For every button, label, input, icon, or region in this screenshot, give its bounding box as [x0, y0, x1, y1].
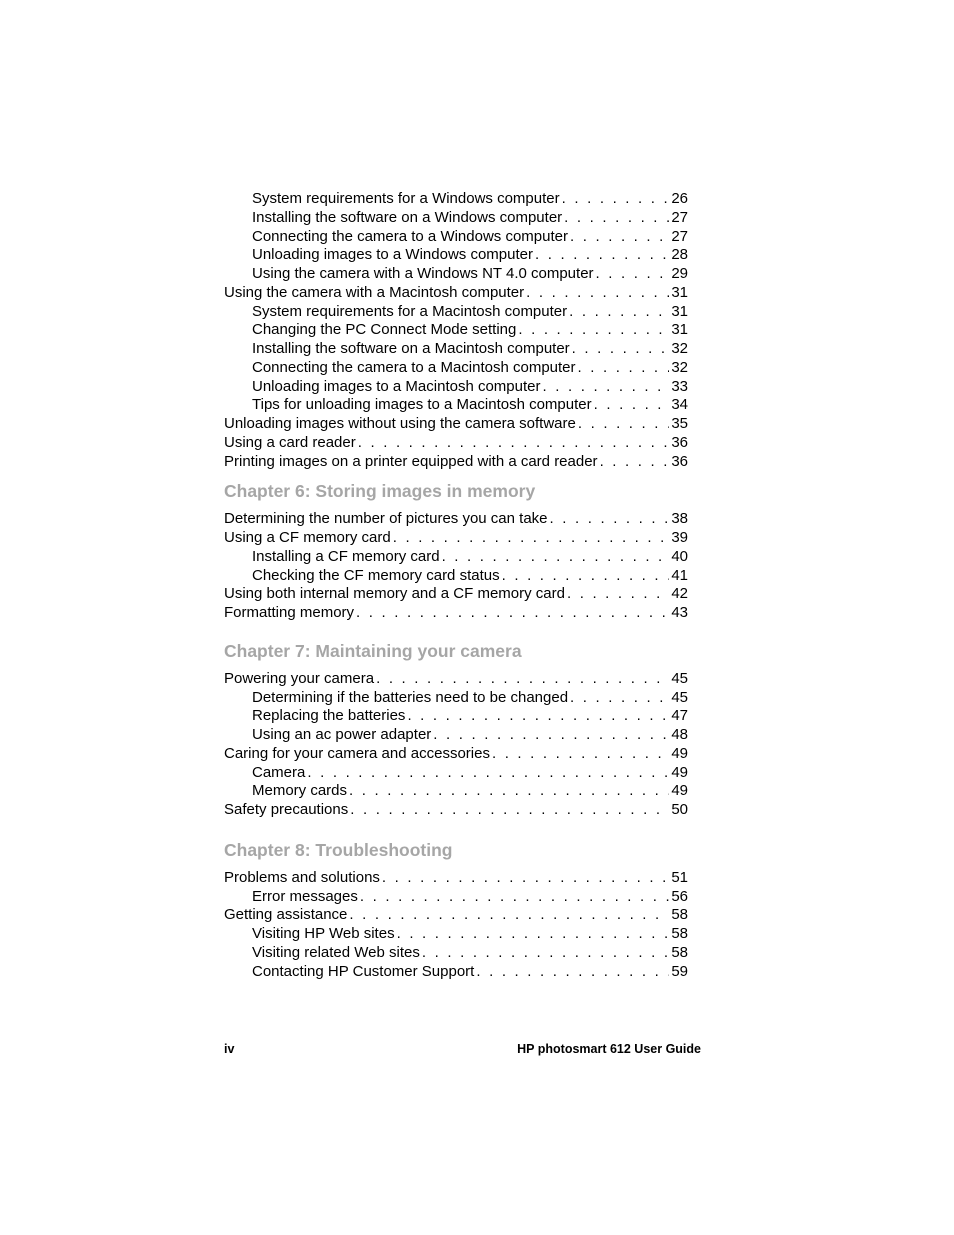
dot-leader	[502, 567, 670, 586]
dot-leader	[350, 801, 669, 820]
toc-entry-label: Printing images on a printer equipped with a card reader	[224, 452, 598, 470]
toc-entry[interactable]	[224, 396, 688, 415]
toc-entry[interactable]	[224, 567, 688, 586]
toc-entry-label: Checking the CF memory card status	[252, 566, 500, 584]
toc-entry[interactable]	[224, 510, 688, 529]
dot-leader	[433, 726, 669, 745]
toc-entry[interactable]	[224, 246, 688, 265]
toc-entry-page-number: 58	[671, 925, 688, 942]
dot-leader	[358, 434, 670, 453]
dot-leader	[543, 378, 670, 397]
toc-entry[interactable]	[224, 906, 688, 925]
toc-entry-page-number: 33	[671, 377, 688, 395]
toc-entry-label: Powering your camera	[224, 669, 375, 687]
toc-entry[interactable]	[224, 801, 688, 820]
toc-entry[interactable]	[224, 707, 688, 726]
toc-entry-page-number: 58	[671, 943, 688, 961]
footer-document-title: HP photosmart 612 User Guide	[517, 1042, 701, 1056]
toc-entry[interactable]	[224, 764, 688, 783]
toc-entry-page-number: 34	[671, 396, 688, 414]
toc-entry[interactable]	[224, 415, 688, 434]
toc-entry-page-number: 47	[671, 707, 688, 725]
page-footer	[224, 1040, 701, 1058]
toc-entry-page-number: 49	[671, 763, 688, 781]
toc-entry[interactable]	[224, 726, 688, 745]
toc-entry-label: Memory cards	[252, 782, 348, 800]
toc-entry-page-number: 40	[671, 547, 688, 565]
dot-leader	[376, 670, 669, 689]
toc-entry-page-number: 27	[671, 208, 688, 226]
toc-entry[interactable]	[224, 284, 688, 303]
toc-entry-page-number: 58	[671, 906, 688, 924]
toc-entry-page-number: 59	[671, 962, 688, 980]
toc-entry-page-number: 45	[671, 669, 688, 687]
dot-leader	[476, 963, 669, 982]
toc-entry-label: Visiting HP Web sites	[252, 925, 395, 942]
dot-leader	[393, 529, 670, 548]
toc-section	[224, 640, 688, 820]
dot-leader	[526, 284, 669, 303]
toc-entry-label: System requirements for a Macintosh computer	[252, 302, 568, 320]
toc-entry[interactable]	[224, 359, 688, 378]
toc-entry[interactable]	[224, 228, 688, 247]
toc-entry[interactable]	[224, 209, 688, 228]
toc-entry-label: Unloading images to a Windows computer	[252, 246, 533, 264]
footer-page-number: iv	[224, 1042, 235, 1056]
dot-leader	[600, 453, 670, 472]
toc-entry[interactable]	[224, 869, 688, 888]
dot-leader	[596, 265, 670, 284]
toc-entry-page-number: 56	[671, 887, 688, 905]
toc-entry-page-number: 29	[671, 265, 688, 282]
dot-leader	[594, 396, 670, 415]
dot-leader	[578, 415, 669, 434]
dot-leader	[518, 321, 669, 340]
toc-entry[interactable]	[224, 303, 688, 322]
dot-leader	[567, 585, 669, 604]
toc-entry-label: Replacing the batteries	[252, 707, 406, 725]
dot-leader	[578, 359, 670, 378]
toc-entry-label: Installing a CF memory card	[252, 547, 440, 565]
toc-entry-label: Getting assistance	[224, 906, 348, 924]
chapter-heading: Chapter 6: Storing images in memory	[224, 481, 536, 502]
toc-entry-page-number: 31	[671, 302, 688, 320]
table-of-contents	[224, 190, 688, 981]
toc-entry[interactable]	[224, 782, 688, 801]
toc-entry-label: Using an ac power adapter	[252, 726, 432, 743]
toc-entry-page-number: 49	[671, 782, 688, 800]
toc-entry-page-number: 36	[671, 452, 688, 470]
toc-entry-label: Problems and solutions	[224, 868, 380, 886]
toc-entry-label: Installing the software on a Windows computer	[252, 208, 563, 226]
dot-leader	[562, 190, 670, 209]
toc-entry-page-number: 51	[671, 868, 688, 886]
toc-entry-page-number: 48	[671, 726, 688, 743]
toc-entry-label: Using the camera with a Windows NT 4.0 computer	[252, 265, 594, 282]
dot-leader	[564, 209, 669, 228]
toc-entry[interactable]	[224, 925, 688, 944]
toc-entry[interactable]	[224, 745, 688, 764]
dot-leader	[422, 944, 669, 963]
chapter-heading: Chapter 8: Troubleshooting	[224, 839, 453, 860]
toc-entry-label: System requirements for a Windows computer	[252, 190, 560, 207]
dot-leader	[572, 340, 670, 359]
toc-entry-page-number: 36	[671, 433, 688, 451]
toc-entry-label: Unloading images without using the camera software	[224, 415, 576, 432]
toc-section	[224, 839, 688, 982]
dot-leader	[535, 246, 669, 265]
dot-leader	[397, 925, 670, 944]
toc-entry-label: Connecting the camera to a Windows computer	[252, 227, 568, 245]
dot-leader	[570, 228, 669, 247]
dot-leader	[570, 689, 669, 708]
dot-leader	[569, 303, 669, 322]
dot-leader	[349, 782, 669, 801]
toc-entry-label: Using a card reader	[224, 433, 356, 451]
toc-entry[interactable]	[224, 529, 688, 548]
toc-entry-label: Error messages	[252, 887, 358, 905]
toc-entry[interactable]	[224, 604, 688, 623]
toc-entry-page-number: 42	[671, 585, 688, 603]
toc-entry-page-number: 49	[671, 744, 688, 762]
toc-entry[interactable]	[224, 265, 688, 284]
dot-leader	[492, 745, 669, 764]
toc-entry-label: Installing the software on a Macintosh computer	[252, 340, 570, 357]
dot-leader	[407, 707, 669, 726]
toc-entry[interactable]	[224, 888, 688, 907]
toc-entry-page-number: 50	[671, 801, 688, 818]
chapter-heading: Chapter 7: Maintaining your camera	[224, 640, 522, 661]
toc-entry-label: Connecting the camera to a Macintosh computer	[252, 358, 576, 376]
toc-entry-page-number: 28	[671, 246, 688, 264]
toc-entry[interactable]	[224, 670, 688, 689]
toc-entry-page-number: 32	[671, 340, 688, 357]
toc-entry-label: Formatting memory	[224, 604, 355, 621]
toc-entry[interactable]	[224, 321, 688, 340]
toc-entry-label: Visiting related Web sites	[252, 943, 420, 961]
toc-entry-page-number: 38	[671, 510, 688, 528]
toc-entry-label: Safety precautions	[224, 801, 349, 818]
toc-entry[interactable]	[224, 963, 688, 982]
toc-entry-label: Using both internal memory and a CF memory card	[224, 585, 565, 603]
dot-leader	[349, 906, 669, 925]
toc-entry-page-number: 26	[671, 190, 688, 207]
dot-leader	[382, 869, 669, 888]
toc-sections	[224, 190, 688, 981]
toc-entry-page-number: 43	[671, 604, 688, 621]
toc-entry-label: Contacting HP Customer Support	[252, 962, 475, 980]
toc-entry-page-number: 31	[671, 283, 688, 301]
toc-entry[interactable]	[224, 548, 688, 567]
toc-entry-label: Tips for unloading images to a Macintosh computer	[252, 396, 592, 414]
toc-entry-label: Using the camera with a Macintosh computer	[224, 283, 525, 301]
toc-entry[interactable]	[224, 434, 688, 453]
toc-section	[224, 190, 688, 471]
dot-leader	[442, 548, 670, 567]
dot-leader	[360, 888, 669, 907]
dot-leader	[356, 604, 669, 623]
toc-entry[interactable]	[224, 585, 688, 604]
toc-entry-page-number: 39	[671, 529, 688, 546]
toc-entry[interactable]	[224, 378, 688, 397]
toc-entry[interactable]	[224, 453, 688, 472]
toc-entry-page-number: 32	[671, 358, 688, 376]
dot-leader	[550, 510, 670, 529]
toc-entry-page-number: 31	[671, 321, 688, 339]
toc-entry[interactable]	[224, 689, 688, 708]
toc-entry-label: Unloading images to a Macintosh computer	[252, 377, 541, 395]
toc-entry-page-number: 41	[671, 566, 688, 584]
dot-leader	[307, 764, 669, 783]
toc-entry-label: Using a CF memory card	[224, 529, 391, 546]
toc-entry-label: Determining the number of pictures you can take	[224, 510, 548, 528]
toc-section	[224, 480, 688, 623]
toc-entry-label: Determining if the batteries need to be changed	[252, 688, 569, 706]
toc-entry-label: Caring for your camera and accessories	[224, 744, 490, 762]
toc-entry-label: Camera	[252, 763, 306, 781]
toc-entry-page-number: 35	[671, 415, 688, 432]
toc-entry[interactable]	[224, 944, 688, 963]
toc-entry-page-number: 27	[671, 227, 688, 245]
toc-entry[interactable]	[224, 340, 688, 359]
toc-entry[interactable]	[224, 190, 688, 209]
toc-entry-label: Changing the PC Connect Mode setting	[252, 321, 517, 339]
toc-entry-page-number: 45	[671, 688, 688, 706]
